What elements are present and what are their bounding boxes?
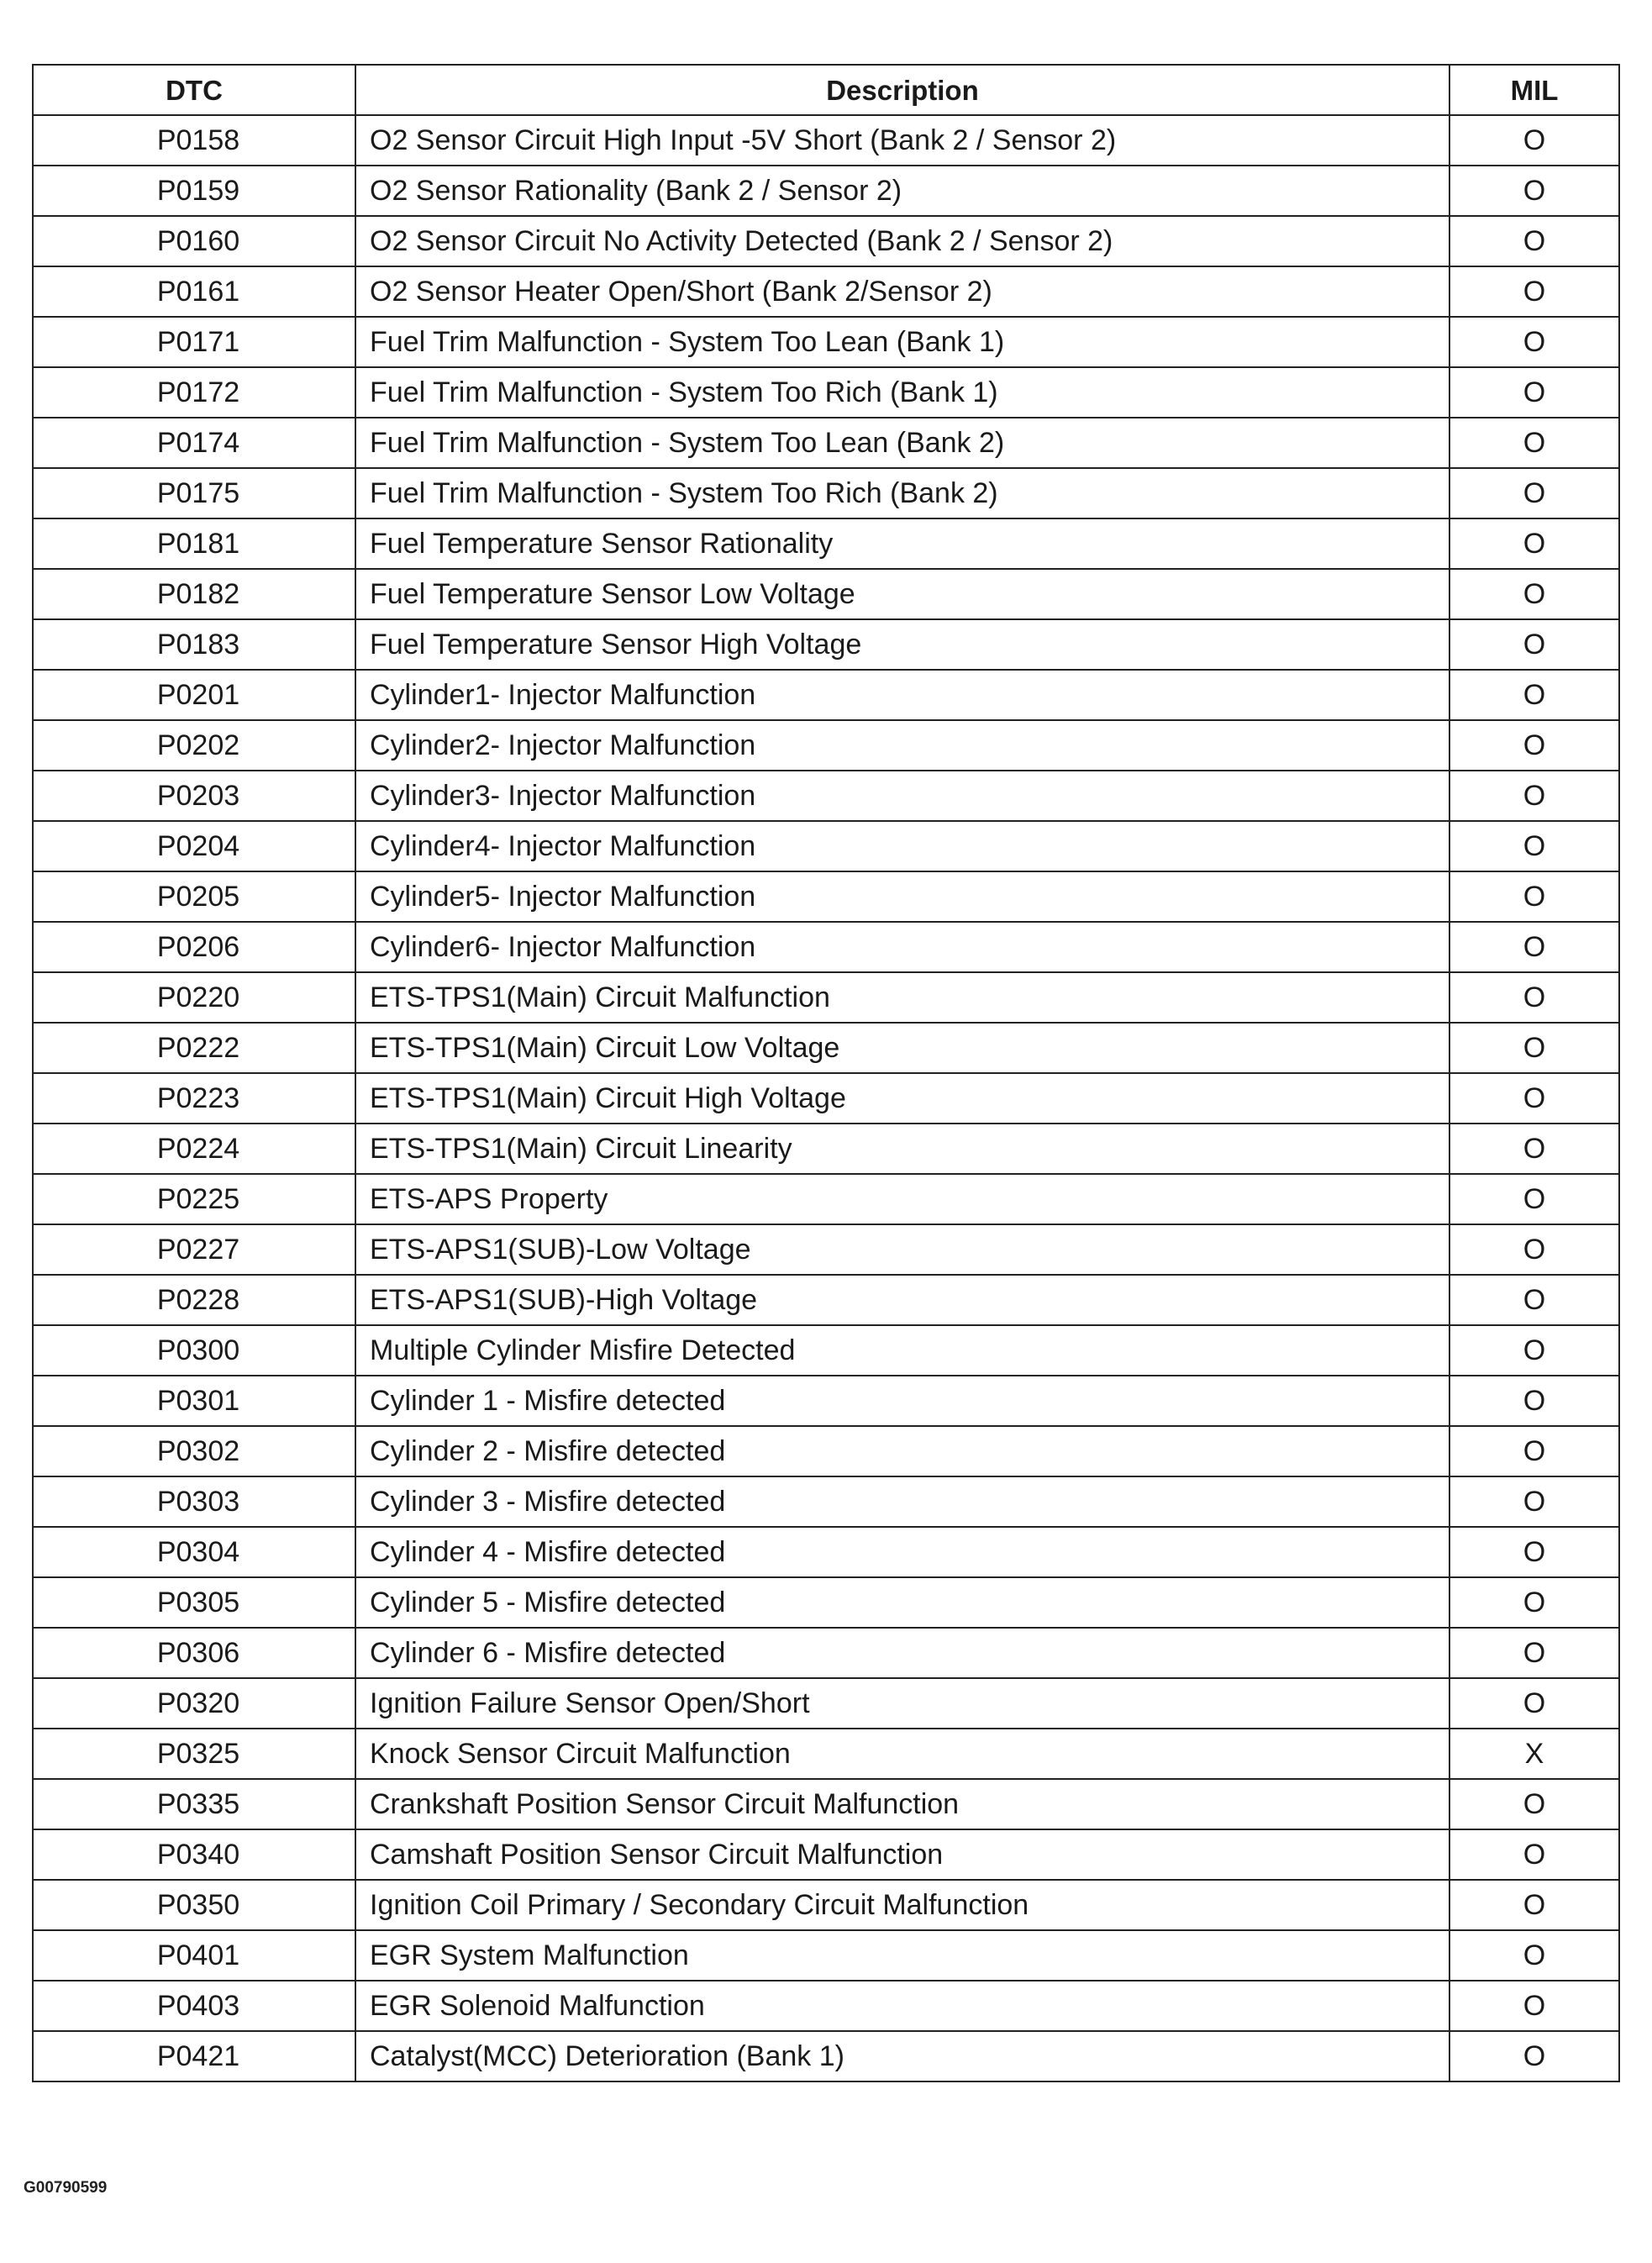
dtc-code: P0305 bbox=[33, 1577, 355, 1628]
table-row bbox=[33, 1527, 1619, 1577]
dtc-description: ETS-APS1(SUB)-Low Voltage bbox=[355, 1224, 1449, 1275]
table-row bbox=[33, 1124, 1619, 1174]
mil-indicator: O bbox=[1449, 1124, 1619, 1174]
table-row bbox=[33, 720, 1619, 771]
table-row bbox=[33, 1376, 1619, 1426]
table-row bbox=[33, 1577, 1619, 1628]
mil-indicator: O bbox=[1449, 619, 1619, 670]
mil-indicator: O bbox=[1449, 518, 1619, 569]
mil-indicator: O bbox=[1449, 1426, 1619, 1476]
header-description: Description bbox=[355, 65, 1449, 115]
dtc-code: P0182 bbox=[33, 569, 355, 619]
dtc-code: P0220 bbox=[33, 972, 355, 1023]
dtc-code: P0227 bbox=[33, 1224, 355, 1275]
mil-indicator: X bbox=[1449, 1729, 1619, 1779]
mil-indicator: O bbox=[1449, 1880, 1619, 1930]
dtc-description: Catalyst(MCC) Deterioration (Bank 1) bbox=[355, 2031, 1449, 2081]
dtc-code: P0224 bbox=[33, 1124, 355, 1174]
dtc-code: P0203 bbox=[33, 771, 355, 821]
mil-indicator: O bbox=[1449, 1376, 1619, 1426]
table-row bbox=[33, 771, 1619, 821]
mil-indicator: O bbox=[1449, 821, 1619, 871]
table-row bbox=[33, 1073, 1619, 1124]
mil-indicator: O bbox=[1449, 1678, 1619, 1729]
dtc-code: P0306 bbox=[33, 1628, 355, 1678]
table-row bbox=[33, 871, 1619, 922]
dtc-code: P0401 bbox=[33, 1930, 355, 1981]
table-row bbox=[33, 922, 1619, 972]
dtc-description: Cylinder3- Injector Malfunction bbox=[355, 771, 1449, 821]
mil-indicator: O bbox=[1449, 468, 1619, 518]
dtc-description: O2 Sensor Rationality (Bank 2 / Sensor 2) bbox=[355, 166, 1449, 216]
table-row bbox=[33, 619, 1619, 670]
dtc-description: ETS-TPS1(Main) Circuit Low Voltage bbox=[355, 1023, 1449, 1073]
dtc-code: P0228 bbox=[33, 1275, 355, 1325]
table-row bbox=[33, 1275, 1619, 1325]
dtc-code: P0158 bbox=[33, 115, 355, 166]
mil-indicator: O bbox=[1449, 1527, 1619, 1577]
dtc-code: P0172 bbox=[33, 367, 355, 418]
dtc-code: P0421 bbox=[33, 2031, 355, 2081]
mil-indicator: O bbox=[1449, 1628, 1619, 1678]
table-row bbox=[33, 518, 1619, 569]
dtc-description: Cylinder1- Injector Malfunction bbox=[355, 670, 1449, 720]
dtc-description: Cylinder 1 - Misfire detected bbox=[355, 1376, 1449, 1426]
mil-indicator: O bbox=[1449, 266, 1619, 317]
dtc-description: Cylinder 2 - Misfire detected bbox=[355, 1426, 1449, 1476]
table-row bbox=[33, 1678, 1619, 1729]
dtc-description: Cylinder4- Injector Malfunction bbox=[355, 821, 1449, 871]
dtc-code: P0181 bbox=[33, 518, 355, 569]
mil-indicator: O bbox=[1449, 1476, 1619, 1527]
mil-indicator: O bbox=[1449, 1930, 1619, 1981]
table-row bbox=[33, 1779, 1619, 1829]
mil-indicator: O bbox=[1449, 2031, 1619, 2081]
table-row bbox=[33, 1325, 1619, 1376]
dtc-code: P0205 bbox=[33, 871, 355, 922]
dtc-description: Cylinder2- Injector Malfunction bbox=[355, 720, 1449, 771]
mil-indicator: O bbox=[1449, 166, 1619, 216]
mil-indicator: O bbox=[1449, 115, 1619, 166]
dtc-description: Ignition Failure Sensor Open/Short bbox=[355, 1678, 1449, 1729]
dtc-code: P0325 bbox=[33, 1729, 355, 1779]
dtc-description: Cylinder 6 - Misfire detected bbox=[355, 1628, 1449, 1678]
mil-indicator: O bbox=[1449, 317, 1619, 367]
dtc-description: Fuel Trim Malfunction - System Too Rich (Bank 1) bbox=[355, 367, 1449, 418]
dtc-description: Fuel Temperature Sensor Low Voltage bbox=[355, 569, 1449, 619]
dtc-description: ETS-TPS1(Main) Circuit High Voltage bbox=[355, 1073, 1449, 1124]
dtc-description: Cylinder6- Injector Malfunction bbox=[355, 922, 1449, 972]
table-header-row bbox=[33, 65, 1619, 115]
dtc-code: P0222 bbox=[33, 1023, 355, 1073]
dtc-description: Crankshaft Position Sensor Circuit Malfunction bbox=[355, 1779, 1449, 1829]
header-dtc: DTC bbox=[33, 65, 355, 115]
mil-indicator: O bbox=[1449, 771, 1619, 821]
dtc-description: ETS-TPS1(Main) Circuit Linearity bbox=[355, 1124, 1449, 1174]
table-row bbox=[33, 1829, 1619, 1880]
mil-indicator: O bbox=[1449, 972, 1619, 1023]
dtc-table bbox=[32, 64, 1620, 2082]
table-row bbox=[33, 1174, 1619, 1224]
table-row bbox=[33, 367, 1619, 418]
dtc-code: P0335 bbox=[33, 1779, 355, 1829]
dtc-code: P0340 bbox=[33, 1829, 355, 1880]
table-row bbox=[33, 670, 1619, 720]
mil-indicator: O bbox=[1449, 1779, 1619, 1829]
dtc-description: Cylinder 4 - Misfire detected bbox=[355, 1527, 1449, 1577]
dtc-description: Ignition Coil Primary / Secondary Circuit Malfunction bbox=[355, 1880, 1449, 1930]
dtc-code: P0160 bbox=[33, 216, 355, 266]
dtc-code: P0171 bbox=[33, 317, 355, 367]
mil-indicator: O bbox=[1449, 1577, 1619, 1628]
mil-indicator: O bbox=[1449, 216, 1619, 266]
dtc-code: P0300 bbox=[33, 1325, 355, 1376]
dtc-code: P0320 bbox=[33, 1678, 355, 1729]
figure-id: G00790599 bbox=[24, 2179, 108, 2197]
mil-indicator: O bbox=[1449, 871, 1619, 922]
mil-indicator: O bbox=[1449, 1275, 1619, 1325]
dtc-description: O2 Sensor Circuit High Input -5V Short (Bank 2 / Sensor 2) bbox=[355, 115, 1449, 166]
dtc-code: P0161 bbox=[33, 266, 355, 317]
dtc-code: P0223 bbox=[33, 1073, 355, 1124]
table-row bbox=[33, 972, 1619, 1023]
table-row bbox=[33, 418, 1619, 468]
table-row bbox=[33, 468, 1619, 518]
dtc-description: Cylinder5- Injector Malfunction bbox=[355, 871, 1449, 922]
dtc-description: Fuel Trim Malfunction - System Too Lean (Bank 1) bbox=[355, 317, 1449, 367]
table-row bbox=[33, 1224, 1619, 1275]
dtc-description: Fuel Trim Malfunction - System Too Lean (Bank 2) bbox=[355, 418, 1449, 468]
table-row bbox=[33, 1628, 1619, 1678]
table-row bbox=[33, 266, 1619, 317]
table-row bbox=[33, 569, 1619, 619]
mil-indicator: O bbox=[1449, 1224, 1619, 1275]
table-row bbox=[33, 2031, 1619, 2081]
dtc-code: P0183 bbox=[33, 619, 355, 670]
dtc-description: O2 Sensor Circuit No Activity Detected (Bank 2 / Sensor 2) bbox=[355, 216, 1449, 266]
mil-indicator: O bbox=[1449, 569, 1619, 619]
dtc-code: P0202 bbox=[33, 720, 355, 771]
dtc-description: EGR System Malfunction bbox=[355, 1930, 1449, 1981]
table-row bbox=[33, 166, 1619, 216]
dtc-code: P0204 bbox=[33, 821, 355, 871]
dtc-code: P0303 bbox=[33, 1476, 355, 1527]
dtc-description: Knock Sensor Circuit Malfunction bbox=[355, 1729, 1449, 1779]
dtc-code: P0304 bbox=[33, 1527, 355, 1577]
table-row bbox=[33, 1023, 1619, 1073]
dtc-code: P0201 bbox=[33, 670, 355, 720]
table-row bbox=[33, 1981, 1619, 2031]
mil-indicator: O bbox=[1449, 367, 1619, 418]
dtc-code: P0175 bbox=[33, 468, 355, 518]
mil-indicator: O bbox=[1449, 1174, 1619, 1224]
dtc-code: P0403 bbox=[33, 1981, 355, 2031]
dtc-code: P0159 bbox=[33, 166, 355, 216]
table-row bbox=[33, 1729, 1619, 1779]
dtc-description: ETS-APS Property bbox=[355, 1174, 1449, 1224]
table-row bbox=[33, 115, 1619, 166]
table-row bbox=[33, 1880, 1619, 1930]
dtc-description: Cylinder 5 - Misfire detected bbox=[355, 1577, 1449, 1628]
mil-indicator: O bbox=[1449, 1325, 1619, 1376]
dtc-code: P0350 bbox=[33, 1880, 355, 1930]
dtc-code: P0174 bbox=[33, 418, 355, 468]
table-body bbox=[33, 115, 1619, 2081]
dtc-description: Multiple Cylinder Misfire Detected bbox=[355, 1325, 1449, 1376]
table-row bbox=[33, 821, 1619, 871]
header-mil: MIL bbox=[1449, 65, 1619, 115]
mil-indicator: O bbox=[1449, 1981, 1619, 2031]
mil-indicator: O bbox=[1449, 1829, 1619, 1880]
table-row bbox=[33, 317, 1619, 367]
dtc-description: Cylinder 3 - Misfire detected bbox=[355, 1476, 1449, 1527]
dtc-code: P0225 bbox=[33, 1174, 355, 1224]
dtc-description: ETS-TPS1(Main) Circuit Malfunction bbox=[355, 972, 1449, 1023]
mil-indicator: O bbox=[1449, 1023, 1619, 1073]
dtc-code: P0302 bbox=[33, 1426, 355, 1476]
mil-indicator: O bbox=[1449, 720, 1619, 771]
dtc-description: Fuel Trim Malfunction - System Too Rich (Bank 2) bbox=[355, 468, 1449, 518]
dtc-description: Camshaft Position Sensor Circuit Malfunction bbox=[355, 1829, 1449, 1880]
mil-indicator: O bbox=[1449, 670, 1619, 720]
dtc-description: Fuel Temperature Sensor Rationality bbox=[355, 518, 1449, 569]
table-row bbox=[33, 216, 1619, 266]
dtc-code: P0301 bbox=[33, 1376, 355, 1426]
mil-indicator: O bbox=[1449, 1073, 1619, 1124]
dtc-description: Fuel Temperature Sensor High Voltage bbox=[355, 619, 1449, 670]
dtc-description: O2 Sensor Heater Open/Short (Bank 2/Sensor 2) bbox=[355, 266, 1449, 317]
dtc-code: P0206 bbox=[33, 922, 355, 972]
table-row bbox=[33, 1930, 1619, 1981]
dtc-description: ETS-APS1(SUB)-High Voltage bbox=[355, 1275, 1449, 1325]
mil-indicator: O bbox=[1449, 418, 1619, 468]
table-row bbox=[33, 1476, 1619, 1527]
mil-indicator: O bbox=[1449, 922, 1619, 972]
dtc-description: EGR Solenoid Malfunction bbox=[355, 1981, 1449, 2031]
table-row bbox=[33, 1426, 1619, 1476]
